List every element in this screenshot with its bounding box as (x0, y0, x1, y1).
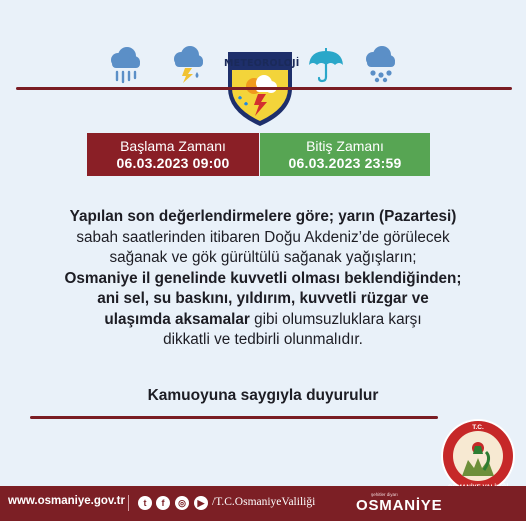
start-time-label: Başlama Zamanı (120, 138, 226, 154)
end-time-box (260, 133, 430, 176)
end-time-label: Bitiş Zamanı (306, 138, 384, 154)
start-time-value: 06.03.2023 09:00 (116, 155, 230, 171)
weather-icon-row (0, 44, 526, 88)
brand-tagline: şehitler diyarı (371, 492, 398, 497)
emblem-top-text: T.C. (472, 424, 484, 431)
message-line: dikkatli ve tedbirli olunmalıdır. (163, 331, 363, 348)
youtube-icon[interactable]: ▶ (194, 496, 208, 510)
warning-message (10, 207, 516, 351)
header-divider (16, 87, 512, 90)
end-time-value: 06.03.2023 23:59 (288, 155, 402, 171)
closing-divider (30, 416, 438, 419)
message-emphasis: ulaşımda aksamalar (104, 310, 250, 328)
crest-title: METEOROLOJİ (224, 58, 300, 69)
message-line: ani sel, su baskını, yıldırım, kuvvetli rüzgar ve (97, 290, 429, 307)
footer-bar (0, 486, 526, 521)
thunderstorm-cloud-icon (168, 44, 208, 84)
website-link[interactable]: www.osmaniye.gov.tr (8, 495, 125, 507)
message-text: gibi olumsuzluklara karşı (249, 310, 422, 328)
start-time-box (87, 133, 259, 176)
social-handle[interactable]: /T.C.OsmaniyeValiliği (212, 496, 316, 508)
footer-separator (128, 495, 129, 511)
twitter-icon[interactable]: t (138, 496, 152, 510)
message-line: Osmaniye il genelinde kuvvetli olması beklendiğinden; (64, 269, 462, 287)
instagram-icon[interactable]: ◎ (175, 496, 189, 510)
message-line: Yapılan son değerlendirmelere göre; yarın (Pazartesi) (69, 208, 457, 225)
brand-name: OSMANİYE (356, 497, 443, 514)
message-line (10, 310, 516, 331)
closing-text: Kamuoyuna saygıyla duyurulur (147, 387, 379, 404)
facebook-icon[interactable]: f (156, 496, 170, 510)
governorate-emblem (440, 418, 516, 494)
message-line: sağanak ve gök gürültülü sağanak yağışların; (109, 249, 417, 266)
umbrella-icon (306, 44, 346, 84)
hail-cloud-icon (360, 44, 400, 84)
rain-cloud-icon (104, 44, 144, 84)
message-line: sabah saatlerinden itibaren Doğu Akdeniz’de görülecek (76, 228, 450, 246)
